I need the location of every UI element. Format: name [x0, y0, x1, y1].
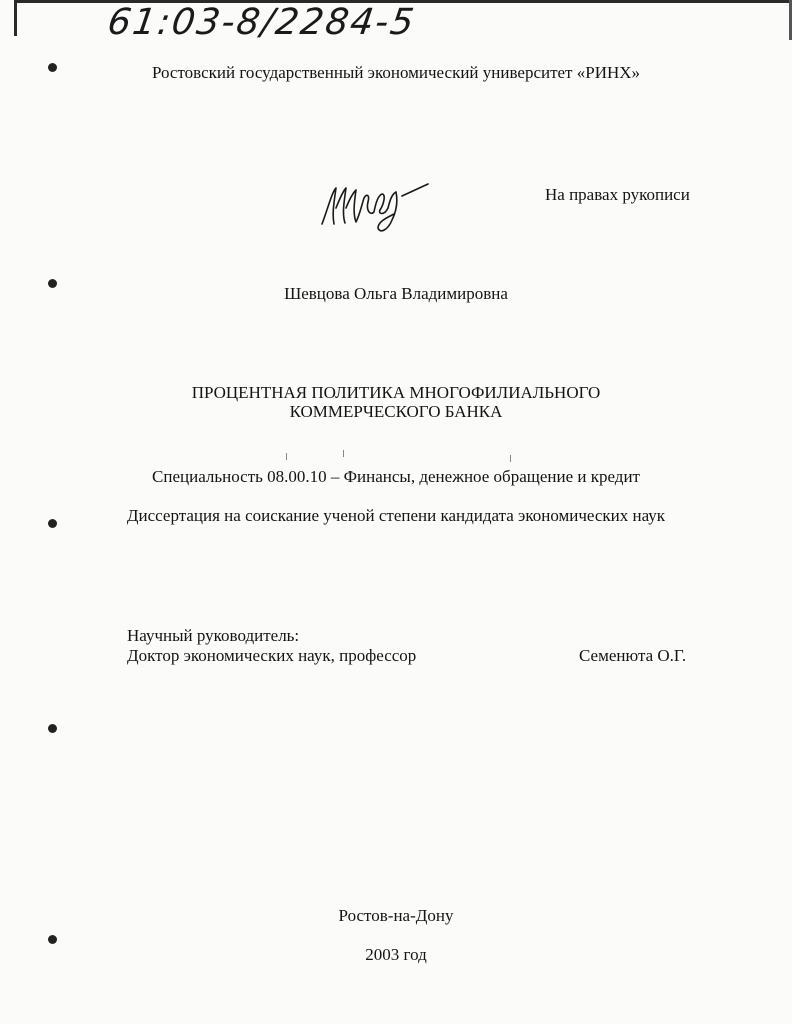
handwritten-catalog-number: 61:03-8/2284-5 [105, 2, 419, 43]
author-name: Шевцова Ольга Владимировна [284, 284, 508, 303]
supervisor-label: Научный руководитель: [127, 626, 300, 645]
year: 2003 год [365, 945, 427, 964]
thesis-title-line-1: ПРОЦЕНТНАЯ ПОЛИТИКА МНОГОФИЛИАЛЬНОГО [191, 383, 601, 402]
scan-artifact [286, 453, 287, 460]
thesis-title-line-2: КОММЕРЧЕСКОГО БАНКА [289, 402, 503, 421]
university-name: Ростовский государственный экономический университет «РИНХ» [151, 63, 641, 82]
manuscript-note: На правах рукописи [545, 185, 690, 204]
city: Ростов-на-Дону [338, 906, 454, 925]
binding-hole-mark [48, 935, 57, 944]
page-border-left [14, 0, 17, 36]
supervisor-degree: Доктор экономических наук, профессор [127, 646, 417, 665]
scan-artifact [510, 455, 511, 462]
supervisor-name: Семенюта О.Г. [579, 646, 687, 665]
dissertation-line: Диссертация на соискание ученой степени кандидата экономических наук [126, 506, 666, 525]
specialty-line: Специальность 08.00.10 – Финансы, денежное обращение и кредит [152, 467, 640, 486]
scan-artifact [343, 450, 344, 457]
signature-image [318, 168, 438, 238]
binding-hole-mark [48, 724, 57, 733]
